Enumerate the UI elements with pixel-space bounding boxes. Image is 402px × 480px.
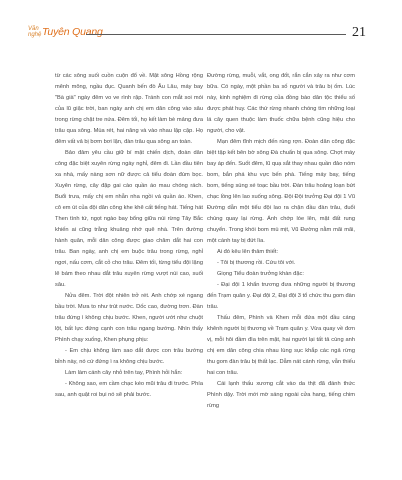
- logo-small-line-1: Văn: [28, 26, 39, 32]
- paragraph: Đường rừng, muỗi, vắt, ong đốt, rắn cắn xảy ra như cơm bữa. Có ngày, một phần ba số người và trâu bị ốm. Lúc này, kinh nghiệm đi rừng của đồng bào dân tộc thiểu số được phát huy. Các thứ rừng nhanh chóng tìm những loại lá cây quen thuộc làm thuốc chữa bệnh cũng hiệu cho người, cho vật.: [207, 73, 355, 134]
- left-column: [55, 71, 203, 401]
- paragraph: - Tôi bị thương rồi. Cứu tôi với.: [217, 260, 296, 266]
- paragraph: - Em chịu không làm sao dắt được con trâu bướng bỉnh này, nó cứ đứng ì ra không chịu bước.: [55, 348, 203, 365]
- paragraph: Bảo đảm yêu cầu giữ bí mật chiến dịch, đoàn dân công đặc biệt xuyên rừng ngày nghỉ, đêm đi. Lần đầu tiên xa nhà, mấy nàng sơn nữ được cả tiểu đoàn đùm bọc. Xuyên rừng, cây đặp gai cào quần áo mau chóng rách. Buổi trưa, mấy chị em nhẫn nha ngồi vá quần áo. Khen, cô em út của đội dân công khe khẽ cất tiếng hát. Tiếng hát Then tình tứ, ngọt ngào bay bổng giữa núi rừng Tây Bắc khiến ai cũng trằng khuâng nhớ quê nhà. Trên đường hành quân, mỗi dân công được giao chăm dắt hai con trâu. Ban ngày, anh chị em buộc trâu trong rừng, nghỉ ngơi, nấu cơm, cắt cỏ cho trâu. Đêm tối, từng tiểu đội lặng lẽ bám theo nhau dắt trâu xuyên rừng vượt núi cao, suối sâu.: [55, 150, 203, 288]
- paragraph: từ các sông suối cuồn cuộn đổ về. Mặt sông Hồng rộng mênh mông, ngầu đục. Quanh bến đò Âu Lâu, máy bay "Bà già" ngày đêm vo ve rình rập. Tránh con mắt soi mói của lũ giặc trời, ban ngày anh chị em dân công vào sâu trong rừng chặt tre nứa. Đêm tối, họ kết làm bè mảng đưa trâu qua sông. Mùa rét, hai năng và vào nhau lập cập. Họ đêm vất vả bị bơm bơi lặn, đàn trâu qua sông an toàn.: [55, 73, 203, 145]
- paragraph: Làm làm cánh cây nhỏ trên tay, Phình hỏi hắn:: [65, 370, 183, 376]
- paragraph: Mạn đêm tĩnh mịch đến rùng rợn. Đoàn dân công đặc biệt tập kết bên bờ sông Đà chuẩn bị qua sông. Chợt máy bay áp đến. Suốt đêm, lũ quạ sắt thay nhau quần đảo nóm bom, bắn phá khu vực bến phà. Tiếng máy bay, tiếng bom, tiếng súng xé toạc bầu trời. Đàn trâu hoảng loạn bứt chạc lồng lên lao xuống sông. Đội Đội trưởng Đại đội 1 Vũ Đường dẫn một tiểu đội lao ra chặn đầu đàn trâu, đuổi chúng quay lại rừng. Ánh chớp lóe lên, mặt đất rung chuyển. Trong khói bom mù mịt, Vũ Đường nằm mãi mãi, một cánh tay bị đứt lìa.: [207, 139, 355, 244]
- paragraph: Ai đó kêu lên thảm thiết:: [217, 249, 279, 255]
- header-rule: [86, 34, 346, 35]
- paragraph: - Đại đội 1 khẩn trương đưa những người bị thương đến Trạm quân y. Đại đội 2, Đại đội 3 tổ chức thu gom đàn trâu.: [207, 282, 355, 310]
- logo-small-line-2: nghệ: [28, 32, 42, 38]
- right-column: [207, 71, 355, 412]
- page-number: 21: [352, 25, 366, 40]
- paragraph: Giọng Tiểu đoàn trưởng khàn đặc:: [217, 271, 304, 277]
- paragraph: Nửa đêm. Trời đột nhiên trở rét. Anh chớp xé ngang bầu trời. Mưa to như trút nước. Dốc cao, đường trơn. Đàn trâu đứng ì không chịu bước. Khen, người ướt như chuột lột, bất lực đứng cạnh con trâu ngang bướng. Nhìn thấy Phình chạy xuống, Khen phụng phịu:: [55, 293, 203, 343]
- paragraph: Thấu đêm, Phình và Khen mỗi đứa một đầu cáng khênh người bị thương về Trạm quân y. Vừa quay về đơn vị, mỗi hôi đầm đìa trên mặt, hai người lại tất tả cùng anh chị em dân công chia nhau lùng sục khắp các ngả rừng thu gom đàn trâu bị thất lạc. Dẫm nát cánh rừng, vẫn thiếu hai con trâu.: [207, 315, 355, 376]
- paragraph: Cái lạnh thấu xương cắt vào da thịt đã đánh thức Phình dậy. Trời mới mờ sáng ngoài cửa hang, tiếng chim rừng: [207, 381, 355, 409]
- page-header: [0, 0, 402, 50]
- logo-main-text: Tuyên Quang: [42, 26, 103, 38]
- paragraph: - Không sao, em cầm chạc kéo mũi trâu đi trước. Phía sau, anh quật roi bụi nó sẽ phải bước.: [55, 381, 203, 398]
